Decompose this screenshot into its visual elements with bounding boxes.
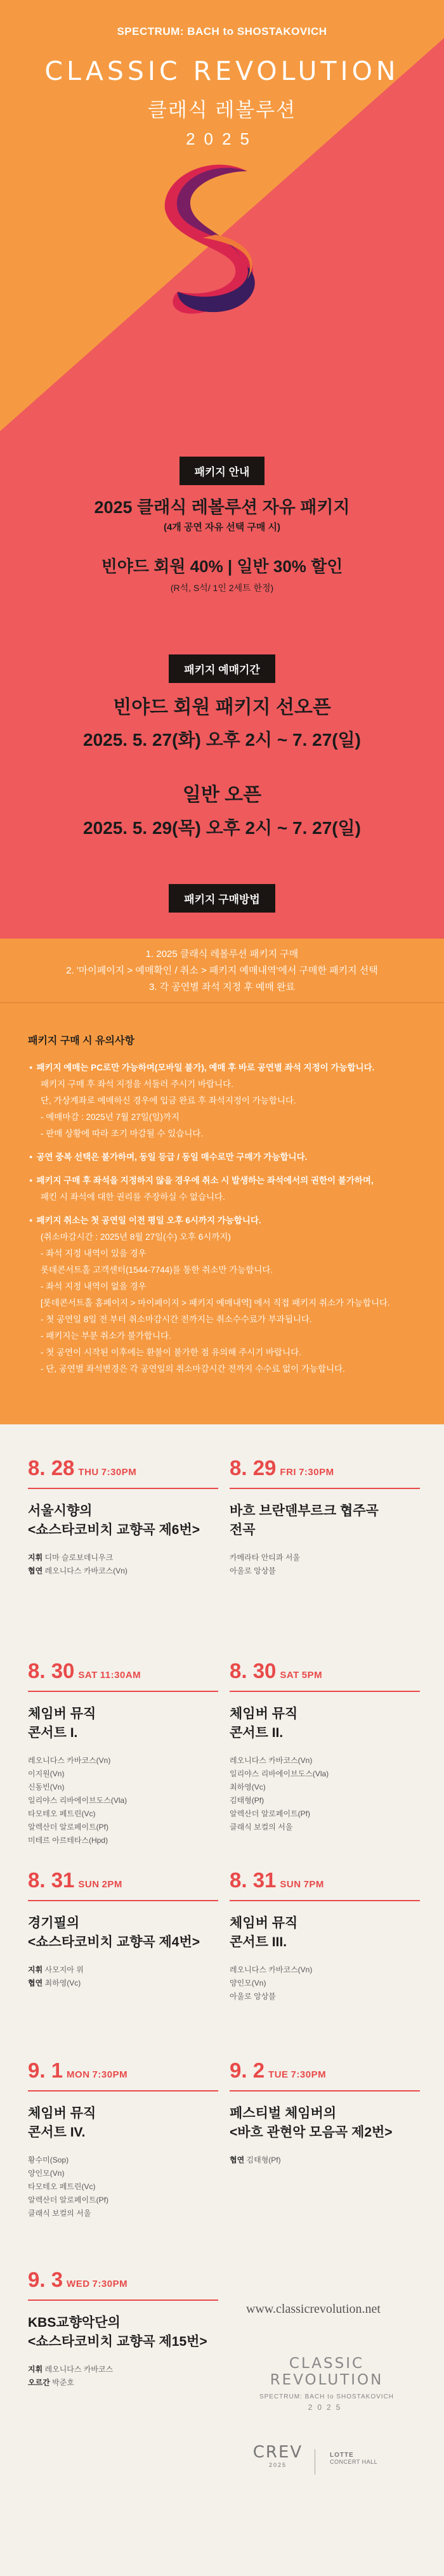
performer-line (28, 1767, 127, 1781)
package-discount: 빈야드 회원 40% | 일반 30% 할인 (101, 557, 343, 576)
performer-name: 레오니다스 카바코스 (44, 2365, 114, 2374)
hero-section (0, 0, 444, 939)
performer-line (28, 1754, 127, 1767)
purchase-step-2: 2. '마이페이지 > 예매확인 / 취소 > 패키지 예매내역'에서 구매한 패키지 선택 (66, 965, 378, 976)
concert-performers (28, 2363, 113, 2390)
concert-card[interactable] (230, 1868, 420, 2001)
concert-performers (230, 1754, 329, 1834)
notice-section (0, 1002, 444, 1424)
concert-time: 11:30AM (100, 1670, 141, 1681)
performer-line (28, 1807, 127, 1821)
performer-line (230, 1990, 312, 2003)
concert-time: 7PM (303, 1879, 324, 1890)
notice-line: - 좌석 지정 내역이 있을 경우 (41, 1249, 147, 1258)
performer-name: 박준호 (52, 2378, 74, 2387)
footer-brand-year: 2025 (308, 2403, 346, 2412)
concert-performers (230, 1551, 300, 1578)
performer-name: 레오니다스 카바코스(Vn) (28, 1756, 111, 1765)
performer-name: 김태형(Pf) (246, 2156, 281, 2164)
performer-line (230, 1551, 300, 1564)
concert-time: 5PM (301, 1670, 323, 1681)
concert-divider (230, 1691, 420, 1692)
performer-role: 지휘 (28, 2365, 43, 2374)
concert-divider (28, 2090, 218, 2091)
notice-divider (0, 1002, 444, 1003)
performer-name: 알렉산더 알로페이트(Pf) (230, 1809, 310, 1818)
crev-logo-text: CREV (252, 2443, 303, 2462)
performer-line (28, 1551, 127, 1564)
concert-performers (28, 1754, 127, 1847)
concert-date (230, 1456, 420, 1480)
concert-divider (28, 1691, 218, 1692)
performer-name: 알렉산더 알로페이트(Pf) (28, 1823, 108, 1831)
presale-tag: 패키지 예매기간 (169, 654, 275, 683)
concert-date-number: 8. 31 (28, 1868, 75, 1892)
notice-line: - 단, 공연별 좌석변경은 각 공연일의 취소마감시간 전까지 수수료 없이 가능합니다. (41, 1364, 345, 1374)
performer-line (28, 1564, 127, 1578)
performer-name: 레오니다스 카바코스(Vn) (44, 1566, 127, 1575)
concert-date-number: 9. 3 (28, 2268, 63, 2291)
concert-performers (28, 2154, 108, 2220)
concert-day: SAT (78, 1670, 98, 1681)
performer-line (28, 1821, 127, 1834)
concert-title: 경기필의 <쇼스타코비치 교향곡 제4번> (28, 1916, 200, 1949)
notice-line: ● 패키지 예매는 PC로만 가능하며(모바일 불가), 예매 후 바로 공연별 좌석 지정이 가능합니다. (29, 1059, 416, 1076)
notice-line: 패키지 구매 후 좌석 지정을 서둘러 주시기 바랍니다. (41, 1079, 233, 1089)
performer-line (28, 1781, 127, 1794)
performer-line (230, 1821, 329, 1834)
footer-brand-sub: SPECTRUM: BACH to SHOSTAKOVICH (259, 2393, 395, 2400)
performer-name: 아울로 앙상블 (230, 1992, 276, 2001)
package-seats: (R석, S석/ 1인 2세트 한정) (170, 583, 274, 593)
concert-date (230, 1659, 420, 1683)
hero-year: 2025 (186, 129, 258, 148)
performer-line (230, 1794, 329, 1807)
performer-line (230, 1564, 300, 1578)
purchase-step-1: 1. 2025 클래식 레볼루션 패키지 구매 (145, 949, 299, 959)
notice-line: ● 공연 중복 선택은 불가하며, 동일 등급 / 동일 매수로만 구매가 가능합니다. (29, 1148, 416, 1166)
purchase-steps (0, 946, 444, 996)
concert-title: 체임버 뮤직 콘서트 IV. (28, 2106, 96, 2140)
general-open-title: 일반 오픈 (182, 784, 262, 805)
concert-card[interactable] (28, 1659, 218, 1845)
notice-line: - 좌석 지정 내역이 없을 경우 (41, 1282, 147, 1291)
notice-spacer (29, 1206, 416, 1212)
concert-date (28, 1868, 218, 1892)
concert-day: WED (67, 2279, 90, 2289)
concert-date (28, 1456, 218, 1480)
purchase-step-3: 3. 각 공연별 좌석 지정 후 예매 완료 (148, 982, 296, 992)
concert-day: SAT (280, 1670, 299, 1681)
concert-divider (230, 1900, 420, 1901)
notice-line: 단, 가상계좌로 예매하신 경우에 입금 완료 후 좌석지정이 가능합니다. (41, 1096, 296, 1105)
package-title: 2025 클래식 레볼루션 자유 패키지 (94, 498, 350, 517)
performer-line (28, 2376, 113, 2390)
package-info-tag: 패키지 안내 (180, 457, 265, 485)
performer-name: 레오니다스 카바코스(Vn) (230, 1965, 313, 1974)
performer-name: 디마 슬로보데니우크 (44, 1553, 114, 1562)
performer-line (28, 1794, 127, 1807)
concert-title: 서울시향의 <쇼스타코비치 교향곡 제6번> (28, 1504, 200, 1537)
performer-role: 협연 (28, 1566, 43, 1575)
concert-card[interactable] (28, 2268, 218, 2387)
concert-divider (28, 1900, 218, 1901)
performer-name: 알렉산더 알로페이트(Pf) (28, 2195, 108, 2204)
performer-line (230, 1781, 329, 1794)
concert-date (230, 1868, 420, 1892)
lotte-logo (330, 2452, 377, 2465)
notice-line: ● 패키지 구매 후 좌석을 지정하지 않을 경우에 취소 시 발생하는 좌석에서의 권한이 불가하며, (29, 1172, 416, 1189)
concert-performers (230, 1963, 312, 2003)
schedule-section (0, 1424, 444, 2576)
concert-divider (230, 1488, 420, 1489)
concert-day: THU (78, 1467, 99, 1478)
concert-date-number: 9. 2 (230, 2059, 265, 2082)
performer-role: 지휘 (28, 1965, 43, 1974)
notice-line: - 판매 상황에 따라 조기 마감될 수 있습니다. (41, 1129, 204, 1138)
package-info-tag-wrap (0, 457, 444, 485)
concert-date-number: 9. 1 (28, 2059, 63, 2082)
concert-day: FRI (280, 1467, 297, 1478)
performer-line (28, 1977, 84, 1990)
lotte-logo-text: LOTTE (330, 2452, 354, 2459)
hero-title-en: CLASSIC REVOLUTION (44, 56, 400, 86)
concert-day: SUN (280, 1879, 301, 1890)
lotte-logo-sub: CONCERT HALL (330, 2459, 378, 2465)
concert-date-number: 8. 30 (230, 1659, 277, 1682)
performer-line (230, 1767, 329, 1781)
concert-performers (28, 1963, 84, 1990)
concert-date (28, 1659, 218, 1683)
performer-name: 일리야스 리바에이브도스(Vla) (230, 1769, 329, 1778)
performer-name: 황수미(Sop) (28, 2156, 69, 2164)
concert-time: 7:30PM (92, 2279, 128, 2289)
performer-line (28, 2180, 108, 2194)
concert-time: 7:30PM (299, 1467, 334, 1478)
performer-name: 양인모(Vn) (230, 1979, 266, 1987)
purchase-tag: 패키지 구매방법 (169, 884, 275, 913)
concert-card[interactable] (230, 1456, 420, 1575)
performer-line (230, 1977, 312, 1990)
notice-line: 패킨 시 좌석에 대한 권리를 주장하실 수 없습니다. (41, 1192, 225, 1202)
notice-line: - 첫 공연이 시작된 이후에는 환불이 불가한 점 유의해 주시기 바랍니다. (41, 1348, 301, 1357)
concert-card[interactable] (230, 2059, 420, 2164)
performer-line (28, 2363, 113, 2376)
notice-line: [롯데콘서트홀 홈페이지 > 마이페이지 > 패키지 예매내역] 에서 직접 패키지 취소가 가능합니다. (41, 1298, 390, 1308)
concert-time: 7:30PM (101, 1467, 137, 1478)
concert-date-number: 8. 30 (28, 1659, 75, 1682)
performer-role: 오르간 (28, 2378, 50, 2387)
notice-spacer (29, 1166, 416, 1172)
performer-name: 신동빈(Vn) (28, 1783, 65, 1792)
notice-list (29, 1059, 416, 1377)
notice-line: 롯데콘서트홀 고객센터(1544-7744)를 통한 취소만 가능합니다. (41, 1265, 273, 1275)
performer-name: 최하영(Vc) (230, 1783, 266, 1792)
footer-url[interactable]: www.classicrevolution.net (246, 2302, 381, 2316)
concert-day: SUN (78, 1879, 100, 1890)
performer-role: 협연 (28, 1979, 43, 1987)
concert-date-number: 8. 31 (230, 1868, 277, 1892)
performer-name: 타모테오 페트린(Vc) (28, 1809, 96, 1818)
concert-title: 체임버 뮤직 콘서트 II. (230, 1707, 298, 1740)
concert-day: MON (67, 2069, 90, 2080)
performer-name: 카메라타 안티콰 서울 (230, 1553, 300, 1562)
performer-line (230, 1963, 312, 1977)
concert-date-number: 8. 29 (230, 1456, 277, 1480)
presale-tag-wrap (0, 654, 444, 683)
concert-time: 7:30PM (291, 2069, 327, 2080)
general-open-date: 2025. 5. 29(목) 오후 2시 ~ 7. 27(일) (83, 818, 361, 838)
performer-line (230, 2154, 281, 2167)
notice-line: - 패키지는 부분 취소가 불가합니다. (41, 1331, 171, 1341)
concert-date (230, 2059, 420, 2083)
performer-line (28, 2154, 108, 2167)
member-presale-date: 2025. 5. 27(화) 오후 2시 ~ 7. 27(일) (83, 730, 361, 750)
concert-date-number: 8. 28 (28, 1456, 75, 1480)
concert-title: KBS교향악단의 <쇼스타코비치 교향곡 제15번> (28, 2315, 207, 2349)
performer-name: 김태형(Pf) (230, 1796, 264, 1805)
concert-date (28, 2268, 218, 2292)
notice-line: ● 패키지 취소는 첫 공연일 이전 평일 오후 6시까지 가능합니다. (29, 1212, 416, 1229)
concert-card[interactable] (28, 1868, 218, 1987)
purchase-tag-wrap (0, 884, 444, 913)
performer-line (230, 1807, 329, 1821)
performer-line (28, 2207, 108, 2220)
performer-line (230, 1754, 329, 1767)
concert-time: 7:30PM (92, 2069, 128, 2080)
crev-logo-year: 2025 (268, 2462, 287, 2468)
footer-brand-title: CLASSIC REVOLUTION (270, 2355, 384, 2388)
concert-divider (28, 2300, 218, 2301)
concert-title: 페스티벌 체임버의 <바흐 관현악 모음곡 제2번> (230, 2106, 393, 2140)
concert-card[interactable] (28, 1456, 218, 1575)
concert-card[interactable] (230, 1659, 420, 1831)
concert-performers (230, 2154, 281, 2167)
performer-name: 타모테오 페트린(Vc) (28, 2182, 96, 2191)
performer-line (28, 1963, 84, 1977)
concert-title: 체임버 뮤직 콘서트 I. (28, 1707, 96, 1740)
notice-title: 패키지 구매 시 유의사항 (28, 1036, 134, 1046)
concert-time: 2PM (101, 1879, 122, 1890)
performer-line (28, 1834, 127, 1847)
hero-title-ko: 클래식 레볼루션 (147, 99, 297, 121)
concert-date (28, 2059, 218, 2083)
crev-logo (252, 2443, 303, 2468)
footer-brand (235, 2355, 419, 2412)
performer-role: 협연 (230, 2156, 245, 2164)
hero-subtitle: SPECTRUM: BACH to SHOSTAKOVICH (117, 25, 327, 37)
concert-divider (28, 1488, 218, 1489)
performer-name: 아울로 앙상블 (230, 1566, 276, 1575)
concert-card[interactable] (28, 2059, 218, 2218)
performer-name: 사모지아 위 (44, 1965, 84, 1974)
concert-divider (230, 2090, 420, 2091)
package-condition: (4개 공연 자유 선택 구매 시) (163, 522, 281, 533)
concert-performers (28, 1551, 127, 1578)
performer-name: 이지원(Vn) (28, 1769, 65, 1778)
member-presale-title: 빈야드 회원 패키지 선오픈 (113, 697, 331, 718)
performer-line (28, 2167, 108, 2180)
concert-title: 체임버 뮤직 콘서트 III. (230, 1916, 298, 1949)
performer-name: 레오니다스 카바코스(Vn) (230, 1756, 313, 1765)
performer-role: 지휘 (28, 1553, 43, 1562)
notice-line: - 예매마감 : 2025년 7월 27일(일)까지 (41, 1112, 180, 1122)
performer-name: 양인모(Vn) (28, 2169, 65, 2178)
notice-spacer (29, 1142, 416, 1148)
performer-name: 최하영(Vc) (44, 1979, 81, 1987)
concert-title: 바흐 브란덴부르크 협주곡 전곡 (230, 1504, 379, 1537)
notice-line: (취소마감시간 : 2025년 8월 27일(수) 오후 6시까지) (41, 1232, 231, 1242)
concert-day: TUE (268, 2069, 289, 2080)
performer-name: 일리야스 리바에이브도스(Vla) (28, 1796, 127, 1805)
performer-line (28, 2194, 108, 2207)
performer-name: 클래식 보컬의 서울 (28, 2209, 91, 2218)
notice-line: - 첫 공연일 8일 전 부터 취소마감시간 전까지는 취소수수료가 부과됩니다. (41, 1315, 312, 1324)
performer-name: 클래식 보컬의 서울 (230, 1823, 293, 1831)
performer-name: 미테르 아르테타스(Hpd) (28, 1836, 108, 1845)
